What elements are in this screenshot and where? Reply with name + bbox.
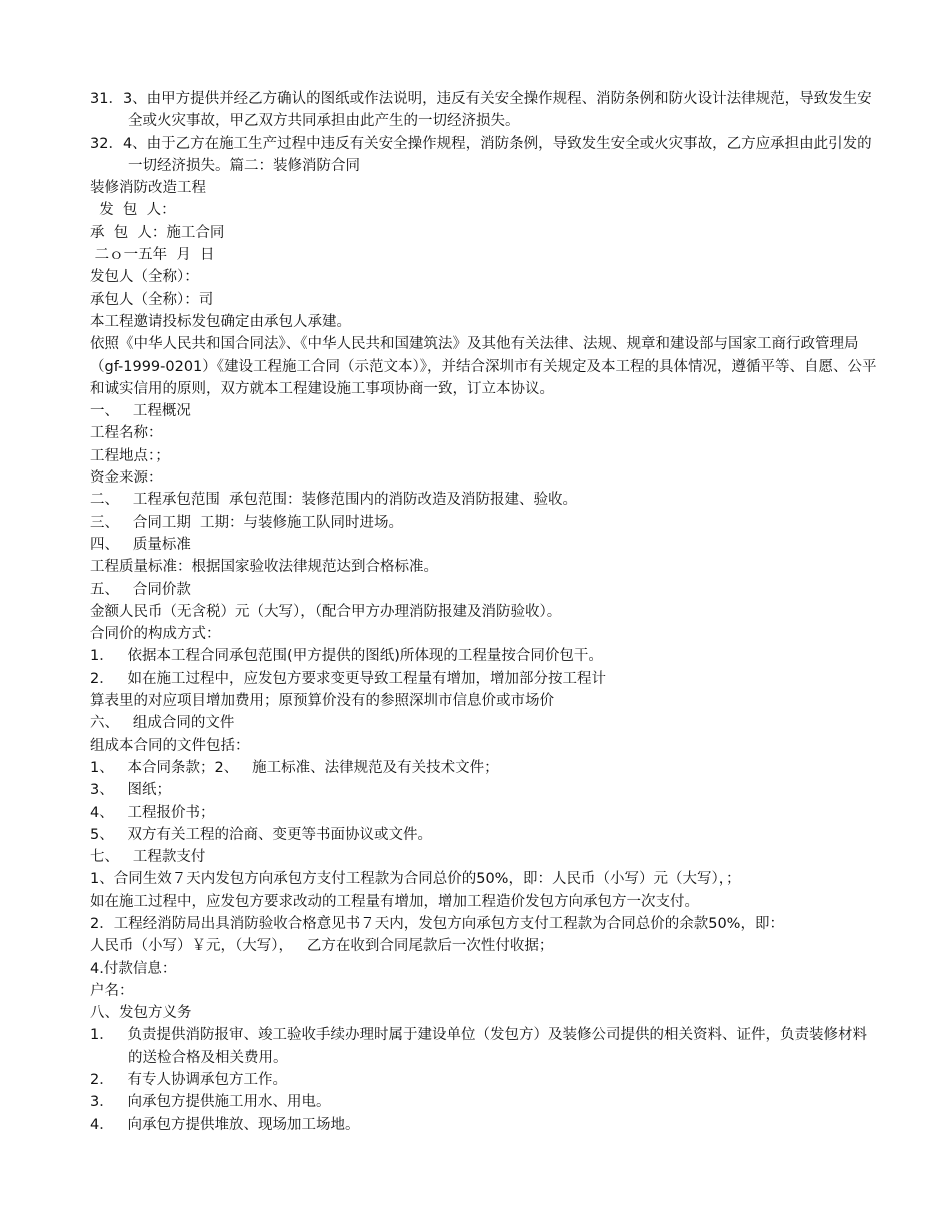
obligation-1: 1． 负责提供消防报审、竣工验收手续办理时属于建设单位（发包方）及装修公司提供的相关资料、证件，负责装修材料的送检合格及相关费用。 bbox=[90, 1027, 868, 1066]
section-1-heading: 一、 工程概况 bbox=[90, 403, 191, 420]
quality-standard: 工程质量标准：根据国家验收法律规范达到合格标准。 bbox=[90, 559, 438, 576]
document-item-5: 5、 双方有关工程的洽商、变更等书面协议或文件。 bbox=[90, 826, 433, 843]
section-7-heading: 七、 工程款支付 bbox=[90, 849, 206, 866]
date-line: 二ｏ一五年 月 日 bbox=[90, 247, 215, 264]
employer-fullname: 发包人（全称）： bbox=[90, 269, 199, 286]
section-2-scope: 二、 工程承包范围 承包范围：装修范围内的消防改造及消防报建、验收。 bbox=[90, 492, 578, 509]
legal-basis-paragraph: 依照《中华人民共和国合同法》、《中华人民共和国建筑法》及其他有关法律、法规、规章和建设部与国家工商行政管理局（gf-1999-0201）《建设工程施工合同（示范文本）》，并结合深圳市有关规定及本工程的具体情况，遵循平等、自愿、公平和诚实信用的原则，双方就本工程建设施工事项协商一致，订立本协议。 bbox=[90, 336, 877, 397]
section-5-heading: 五、 合同价款 bbox=[90, 581, 191, 598]
price-item-2-cont: 算表里的对应项目增加费用；原预算价没有的参照深圳市信息价或市场价 bbox=[90, 693, 554, 710]
document-item-1-2: 1、 本合同条款；2、 施工标准、法律规范及有关技术文件； bbox=[90, 759, 499, 776]
section-4-heading: 四、 质量标准 bbox=[90, 536, 191, 553]
contractor-line: 承 包 人：施工合同 bbox=[90, 224, 225, 241]
account-name: 户名： bbox=[90, 982, 134, 999]
document-page bbox=[90, 88, 880, 1136]
employer-line: 发 包 人： bbox=[90, 202, 176, 219]
contract-amount: 金额人民币（无含税）元（大写），（配合甲方办理消防报建及消防验收）。 bbox=[90, 603, 562, 620]
document-item-4: 4、 工程报价书； bbox=[90, 804, 215, 821]
obligation-4: 4． 向承包方提供堆放、现场加工场地。 bbox=[90, 1116, 360, 1133]
clause-32: 32．4、由于乙方在施工生产过程中违反有关安全操作规程，消防条例，导致发生安全或火灾事故，乙方应承担由此引发的一切经济损失。篇二：装修消防合同 bbox=[90, 135, 872, 174]
payment-info: 4.付款信息： bbox=[90, 960, 177, 977]
price-item-2: 2． 如在施工过程中，应发包方要求变更导致工程量有增加，增加部分按工程计 bbox=[90, 670, 607, 687]
project-location: 工程地点：； bbox=[90, 447, 170, 464]
payment-change: 如在施工过程中，应发包方要求改动的工程量有增加，增加工程造价发包方向承包方一次支付。 bbox=[90, 893, 699, 910]
clause-31: 31．3、由甲方提供并经乙方确认的图纸或作法说明，违反有关安全操作规程、消防条例和防火设计法律规范，导致发生安全或火灾事故，甲乙双方共同承担由此产生的一切经济损失。 bbox=[90, 91, 872, 130]
obligation-3: 3． 向承包方提供施工用水、用电。 bbox=[90, 1094, 331, 1111]
payment-2: 2．工程经消防局出具消防验收合格意见书７天内，发包方向承包方支付工程款为合同总价的余款50%，即： bbox=[90, 915, 784, 932]
payment-1: 1、合同生效７天内发包方向承包方支付工程款为合同总价的50%，即：人民币（小写）元（大写），； bbox=[90, 871, 741, 888]
intro-line: 本工程邀请投标发包确定由承包人承建。 bbox=[90, 313, 351, 330]
document-item-3: 3、 图纸； bbox=[90, 782, 172, 799]
project-title: 装修消防改造工程 bbox=[90, 180, 206, 197]
section-6-heading: 六、 组成合同的文件 bbox=[90, 715, 235, 732]
obligation-2: 2． 有专人协调承包方工作。 bbox=[90, 1072, 288, 1089]
project-name: 工程名称： bbox=[90, 425, 163, 442]
section-3-period: 三、 合同工期 工期：与装修施工队同时进场。 bbox=[90, 514, 404, 531]
contractor-fullname: 承包人（全称）：司 bbox=[90, 291, 214, 308]
price-composition-label: 合同价的构成方式： bbox=[90, 626, 221, 643]
price-item-1: 1． 依据本工程合同承包范围(甲方提供的图纸)所体现的工程量按合同价包干。 bbox=[90, 648, 603, 665]
section-8-heading: 八、发包方义务 bbox=[90, 1005, 192, 1022]
documents-label: 组成本合同的文件包括： bbox=[90, 737, 250, 754]
payment-2-cont: 人民币（小写）￥元，（大写）， 乙方在收到合同尾款后一次性付收据； bbox=[90, 938, 554, 955]
funding-source: 资金来源： bbox=[90, 470, 163, 487]
